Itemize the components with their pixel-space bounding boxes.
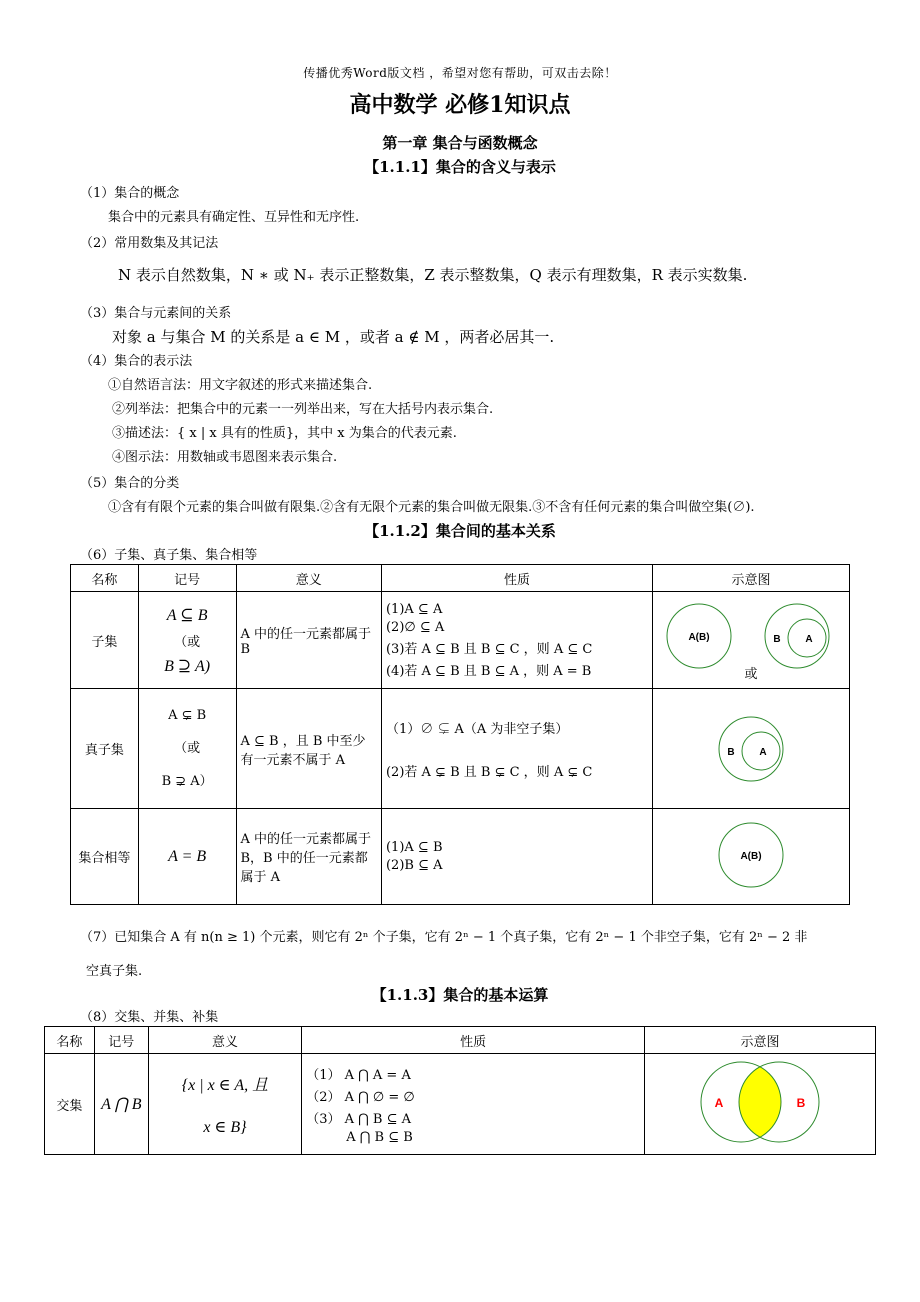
venn-proper-subset-diagram	[657, 697, 845, 797]
p4-item-2: ②列举法：把集合中的元素一一列举出来，写在大括号内表示集合.	[112, 402, 494, 417]
chapter-title: 第一章 集合与函数概念	[382, 134, 538, 152]
table-row	[71, 689, 850, 809]
row-diagram-subset	[652, 592, 849, 689]
venn-label-b: B	[773, 634, 781, 645]
prop-line: （3） A ⋂ B ⊆ A	[306, 1111, 412, 1127]
col-header-properties: 性质	[302, 1027, 645, 1054]
p4-item-3: ③描述法：{ x | x 具有的性质}，其中 x 为集合的代表元素.	[112, 426, 457, 441]
row-props-subset	[381, 592, 652, 689]
prop-line: A ⋂ B ⊆ B	[346, 1129, 413, 1145]
venn-label-a: A	[714, 1096, 724, 1110]
col-header-name: 名称	[71, 565, 139, 592]
notation-line: （或	[174, 741, 201, 756]
prop-line: (1)A ⊆ A	[385, 601, 443, 617]
row-props-proper-subset	[381, 689, 652, 809]
venn-label-a: A	[805, 634, 813, 645]
p5-body: ①含有有限个元素的集合叫做有限集.②含有无限个元素的集合叫做无限集.③不含有任何元素的集合叫做空集(∅).	[108, 500, 755, 515]
p4-item-4: ④图示法：用数轴或韦恩图来表示集合.	[112, 450, 338, 465]
venn-label-ab: A(B)	[688, 632, 710, 643]
col-header-properties: 性质	[381, 565, 652, 592]
notation-line: B ⊋ A）	[161, 774, 213, 789]
venn-equal-diagram	[657, 815, 845, 895]
p7-line-1: （7）已知集合 A 有 n(n ≥ 1) 个元素，则它有 2ⁿ 个子集，它有 2ⁿ − 1 个真子集，它有 2ⁿ − 1 个非空子集，它有 2ⁿ − 2 非	[80, 930, 808, 945]
row-notation-equal: A = B	[138, 809, 236, 905]
row-meaning-equal: A 中的任一元素都属于 B，B 中的任一元素都属于 A	[236, 809, 381, 905]
prop-line: (4)若 A ⊆ B 且 B ⊆ A ，则 A = B	[385, 663, 592, 679]
prop-line: （1） A ⋂ A = A	[306, 1067, 411, 1083]
notation-line: A ⊊ B	[168, 708, 207, 723]
col-header-notation: 记号	[138, 565, 236, 592]
table-row	[71, 809, 850, 905]
row-meaning-proper-subset: A ⊆ B ，且 B 中至少有一元素不属于 A	[236, 689, 381, 809]
row-meaning-intersection	[148, 1054, 301, 1155]
section-1-1-2: 【1.1.2】集合间的基本关系	[364, 522, 556, 540]
row-diagram-intersection	[644, 1054, 875, 1155]
p7-line-2: 空真子集.	[86, 964, 143, 979]
venn-label-b: B	[727, 746, 735, 758]
col-header-meaning: 意义	[148, 1027, 301, 1054]
p8-head: （8）交集、并集、补集	[80, 1010, 219, 1025]
row-notation-subset	[138, 592, 236, 689]
row-diagram-equal	[652, 809, 849, 905]
subset-relations-table	[70, 564, 850, 905]
table-row	[71, 592, 850, 689]
p1-head: （1）集合的概念	[80, 186, 180, 201]
col-header-notation: 记号	[94, 1027, 148, 1054]
p3-body: 对象 a 与集合 M 的关系是 a ∈ M ，或者 a ∉ M ，两者必居其一.	[112, 328, 555, 346]
row-name-subset: 子集	[71, 592, 139, 689]
venn-label-b: B	[796, 1096, 806, 1110]
row-notation-proper-subset	[138, 689, 236, 809]
row-props-intersection	[302, 1054, 645, 1155]
col-header-meaning: 意义	[236, 565, 381, 592]
table-header-row	[45, 1027, 876, 1054]
prop-line: （1）∅ ⊊ A（A 为非空子集）	[385, 721, 569, 737]
row-name-proper-subset: 真子集	[71, 689, 139, 809]
p4-head: （4）集合的表示法	[80, 354, 193, 369]
p3-head: （3）集合与元素间的关系	[80, 306, 232, 321]
row-diagram-proper-subset	[652, 689, 849, 809]
notation-line: A ⊆ B	[166, 606, 208, 624]
p2-body: N 表示自然数集，N ∗ 或 N₊ 表示正整数集，Z 表示整数集，Q 表示有理数集，R 表示实数集.	[118, 266, 748, 284]
table-row	[45, 1054, 876, 1155]
prop-line: (1)A ⊆ B	[385, 840, 443, 855]
prop-line: (2)若 A ⊊ B 且 B ⊊ C ，则 A ⊊ C	[385, 764, 593, 780]
col-header-diagram: 示意图	[644, 1027, 875, 1054]
prop-line: (2)B ⊆ A	[385, 858, 443, 873]
meaning-line: {x | x ∈ A, 且	[181, 1076, 269, 1094]
row-notation-intersection: A ⋂ B	[94, 1054, 148, 1155]
row-meaning-subset: A 中的任一元素都属于 B	[236, 592, 381, 689]
venn-label-ab: A(B)	[740, 850, 762, 862]
p6-head: （6）子集、真子集、集合相等	[80, 548, 258, 563]
document-header: 传播优秀Word版文档 ，希望对您有帮助，可双击去除！	[303, 66, 617, 80]
notation-line: B ⊇ A)	[164, 657, 211, 675]
col-header-diagram: 示意图	[652, 565, 849, 592]
prop-line: (2)∅ ⊆ A	[385, 619, 445, 635]
row-name-equal: 集合相等	[71, 809, 139, 905]
section-1-1-1: 【1.1.1】集合的含义与表示	[364, 158, 556, 176]
venn-subset-diagram	[657, 594, 845, 682]
p1-body: 集合中的元素具有确定性、互异性和无序性.	[108, 210, 360, 225]
diagram-or: 或	[744, 666, 758, 681]
row-name-intersection: 交集	[45, 1054, 95, 1155]
venn-label-a: A	[759, 746, 767, 758]
row-props-equal	[381, 809, 652, 905]
meaning-line: x ∈ B}	[203, 1118, 247, 1136]
venn-intersection-diagram	[649, 1056, 871, 1148]
set-operations-table	[44, 1026, 876, 1155]
prop-line: （2） A ⋂ ∅ = ∅	[306, 1089, 415, 1105]
notation-line: （或	[174, 634, 201, 650]
prop-line: (3)若 A ⊆ B 且 B ⊆ C ，则 A ⊆ C	[385, 641, 593, 657]
p5-head: （5）集合的分类	[80, 476, 180, 491]
document-title: 高中数学 必修1知识点	[349, 92, 571, 118]
p4-item-1: ①自然语言法：用文字叙述的形式来描述集合.	[108, 378, 373, 393]
section-1-1-3: 【1.1.3】集合的基本运算	[371, 986, 549, 1004]
p2-head: （2）常用数集及其记法	[80, 236, 219, 251]
col-header-name: 名称	[45, 1027, 95, 1054]
table-header-row	[71, 565, 850, 592]
